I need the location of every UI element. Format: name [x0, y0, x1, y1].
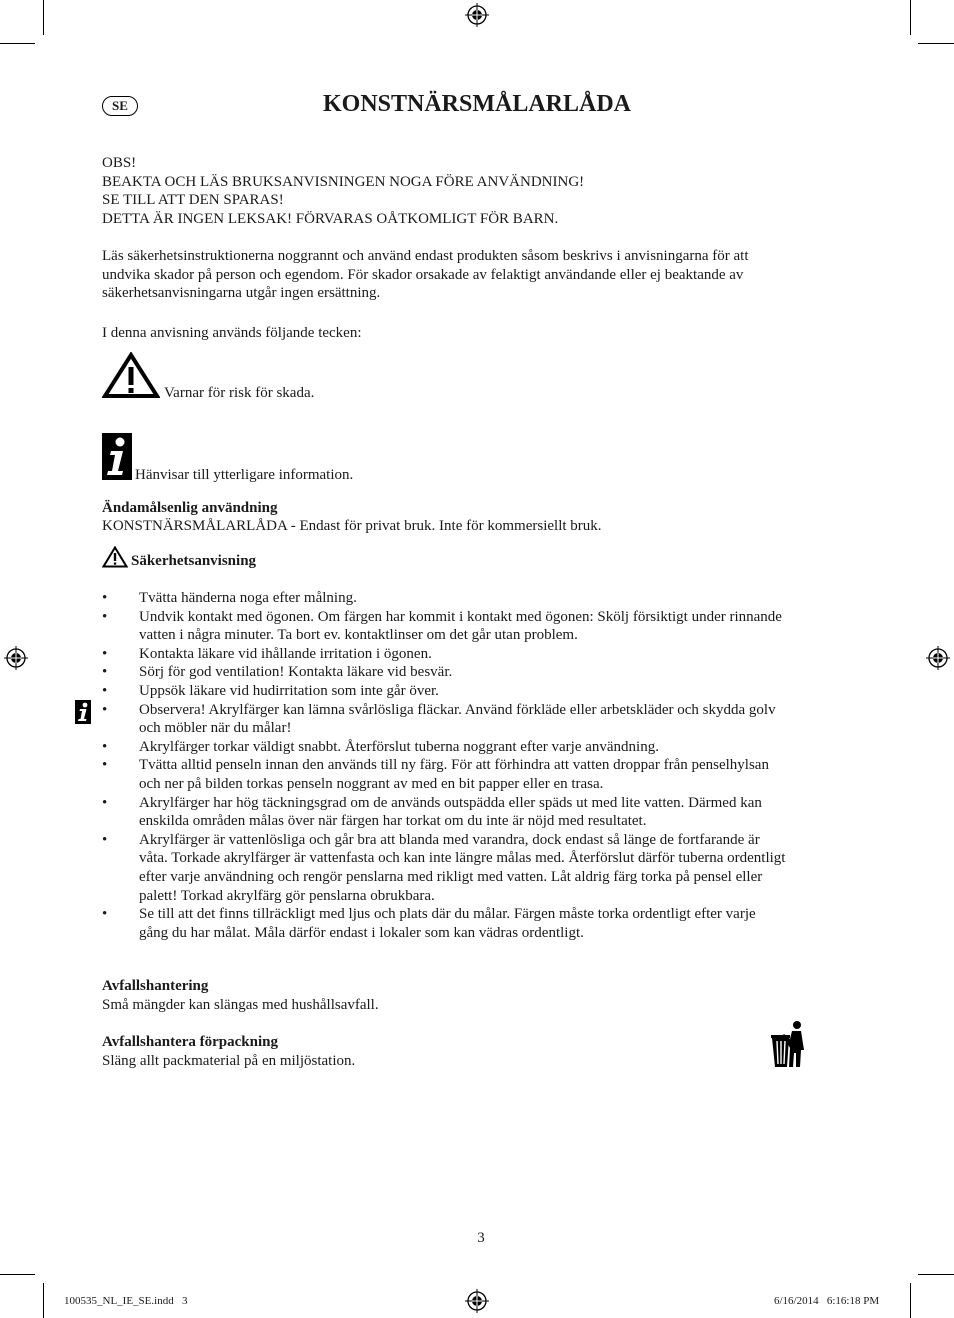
language-badge: SE [102, 96, 138, 116]
crop-mark [910, 1283, 911, 1318]
warning-symbol-text: Varnar för risk för skada. [164, 385, 315, 401]
crop-mark [910, 0, 911, 35]
list-item: • Se till att det finns tillräckligt med ljus och plats där du målar. Färgen måste torka ordentligt efter varje gång du har målat. Måla därför endast i lokaler som kan vädras ordentligt. [102, 905, 862, 942]
info-icon [75, 700, 91, 724]
list-item: • Kontakta läkare vid ihållande irritation i ögonen. [102, 645, 862, 664]
crop-mark [43, 1283, 44, 1318]
info-symbol-text: Hänvisar till ytterligare information. [135, 467, 354, 483]
registration-mark-icon [465, 1289, 489, 1313]
packaging-text: Släng allt packmaterial på en miljöstation. [102, 1053, 356, 1069]
registration-mark-icon [4, 646, 28, 670]
intro-line: undvika skador på person och egendom. För skador orsakade av felaktigt användande eller ej beaktande av [102, 266, 744, 283]
page-number: 3 [477, 1230, 485, 1246]
list-item: • Akrylfärger torkar väldigt snabbt. Återförslut tuberna noggrant efter varje användning. [102, 738, 862, 757]
list-item: • Undvik kontakt med ögonen. Om färgen har kommit i kontakt med ögonen: Skölj försiktigt under rinnande vatten i några minuter. Ta bort ev. kontaktlinser om det går utan problem. [102, 608, 862, 645]
packaging-heading: Avfallshantera förpackning [102, 1034, 278, 1050]
warning-triangle-icon [102, 546, 128, 568]
crop-mark [0, 1274, 35, 1275]
notice-line: SE TILL ATT DEN SPARAS! [102, 192, 284, 209]
intro-paragraph [102, 247, 882, 303]
registration-mark-icon [465, 3, 489, 27]
intro-line: säkerhetsanvisningarna utgår ingen ersättning. [102, 285, 381, 302]
list-item: • Akrylfärger har hög täckningsgrad om de används outspädda eller späds ut med lite vatten. Därmed kan enskilda områden målas över när färgen har torkat om du inte är nöjd med resultatet. [102, 794, 862, 831]
safety-heading: Säkerhetsanvisning [131, 553, 257, 569]
footer-filename: 100535_NL_IE_SE.indd 3 [64, 1295, 188, 1307]
list-item: • Tvätta händerna noga efter målning. [102, 589, 862, 608]
notice-line: DETTA ÄR INGEN LEKSAK! FÖRVARAS OÅTKOMLIGT FÖR BARN. [102, 210, 559, 227]
intended-use-text: KONSTNÄRSMÅLARLÅDA - Endast för privat bruk. Inte för kommersiellt bruk. [102, 518, 602, 534]
notice-block [102, 154, 862, 228]
page-title: KONSTNÄRSMÅLARLÅDA [322, 91, 632, 117]
list-item: • Uppsök läkare vid hudirritation som inte går över. [102, 682, 862, 701]
list-item: • Akrylfärger är vattenlösliga och går bra att blanda med varandra, dock endast så länge de fortfarande är våta. Torkade akrylfärger är vattenfasta och kan inte längre målas med. Återförslut därför tuberna ordentligt efter varje användning och rengör penslarna med rikligt med vatten. Låt aldrig färg torka på pensel eller palett! Torkad akrylfärg gör penslarna obrukbara. [102, 831, 862, 905]
notice-line: BEAKTA OCH LÄS BRUKSANVISNINGEN NOGA FÖRE ANVÄNDNING! [102, 173, 585, 190]
disposal-heading: Avfallshantering [102, 978, 209, 994]
list-item: • Sörj för god ventilation! Kontakta läkare vid besvär. [102, 663, 862, 682]
crop-mark [43, 0, 44, 35]
disposal-text: Små mängder kan slängas med hushållsavfall. [102, 997, 379, 1013]
notice-line: OBS! [102, 155, 137, 171]
list-item: • Observera! Akrylfärger kan lämna svårlösliga fläckar. Använd förkläde eller arbetskläder och skydda golv och möbler när du målar! [102, 701, 862, 738]
crop-mark [918, 43, 954, 44]
list-item: • Tvätta alltid penseln innan den används till ny färg. För att förhindra att vatten droppar från penselhylsan och ner på bilden torkas penseln noggrant av med en bit papper eller en trasa. [102, 756, 862, 793]
registration-mark-icon [926, 646, 950, 670]
footer-timestamp: 6/16/2014 6:16:18 PM [774, 1295, 880, 1307]
info-icon [102, 433, 132, 480]
crop-mark [0, 43, 35, 44]
crop-mark [918, 1274, 954, 1275]
trash-bin-person-icon [770, 1020, 808, 1068]
intro-line: Läs säkerhetsinstruktionerna noggrannt och använd endast produkten såsom beskrivs i anvisningarna för att [102, 248, 749, 264]
safety-list [102, 589, 862, 942]
warning-triangle-icon [102, 352, 160, 399]
symbols-intro: I denna anvisning används följande tecken: [102, 325, 362, 341]
intended-use-heading: Ändamålsenlig användning [102, 500, 278, 516]
